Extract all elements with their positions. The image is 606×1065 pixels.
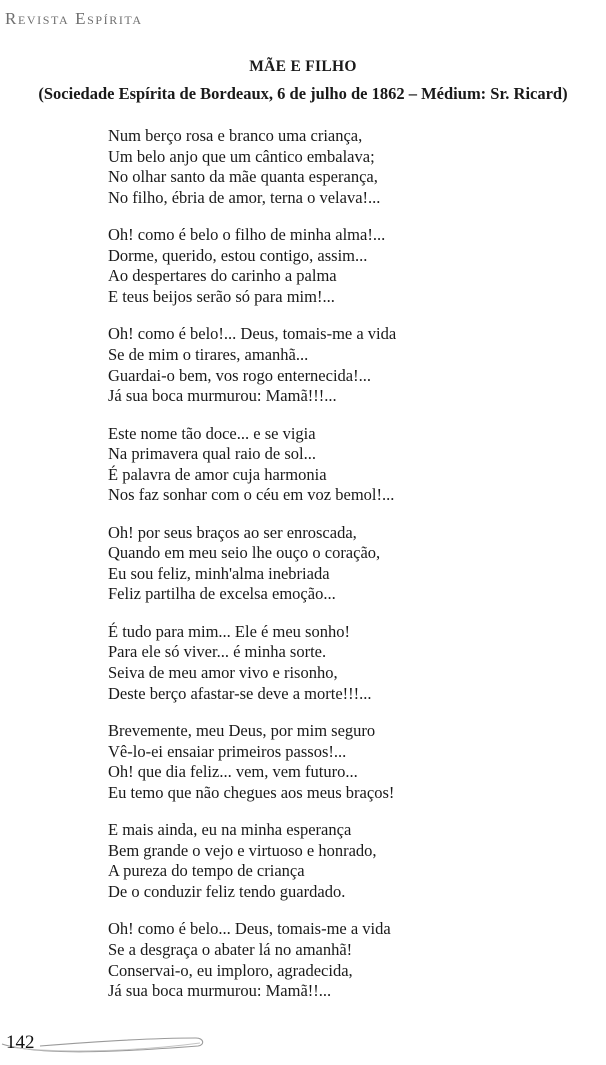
- poem-line: A pureza do tempo de criança: [108, 861, 305, 881]
- poem-line: Oh! por seus braços ao ser enroscada,: [108, 522, 357, 542]
- poem-stanza: [108, 523, 588, 605]
- poem-line: No olhar santo da mãe quanta esperança,: [108, 167, 378, 187]
- poem-line: Ao despertares do carinho a palma: [108, 266, 337, 286]
- poem-line: É palavra de amor cuja harmonia: [108, 464, 327, 484]
- poem-subtitle: (Sociedade Espírita de Bordeaux, 6 de julho de 1862 – Médium: Sr. Ricard): [38, 84, 568, 103]
- poem-line: Feliz partilha de excelsa emoção...: [108, 584, 336, 604]
- poem-line: E teus beijos serão só para mim!...: [108, 286, 335, 306]
- page-number: 142: [6, 1032, 35, 1053]
- poem-line: Eu sou feliz, minh'alma inebriada: [108, 563, 330, 583]
- poem-line: Para ele só viver... é minha sorte.: [108, 642, 327, 662]
- poem-line: Oh! como é belo... Deus, tomais-me a vida: [108, 919, 391, 939]
- poem-line: Vê-lo-ei ensaiar primeiros passos!...: [108, 741, 347, 761]
- poem-line: Seiva de meu amor vivo e risonho,: [108, 663, 338, 683]
- poem-line: Um belo anjo que um cântico embalava;: [108, 146, 375, 166]
- running-head: Revista Espírita: [5, 9, 143, 28]
- poem-line: Brevemente, meu Deus, por mim seguro: [108, 721, 376, 741]
- poem-stanza: [108, 919, 588, 1001]
- poem-line: Já sua boca murmurou: Mamã!!...: [108, 981, 332, 1001]
- poem-line: Quando em meu seio lhe ouço o coração,: [108, 543, 381, 563]
- poem-stanza: [108, 424, 588, 506]
- poem-line: Conservai-o, eu imploro, agradecida,: [108, 960, 353, 980]
- poem-stanza: [108, 820, 588, 902]
- poem-stanza: [108, 622, 588, 704]
- poem-line: Oh! como é belo!... Deus, tomais-me a vida: [108, 324, 397, 344]
- poem-line: Eu temo que não chegues aos meus braços!: [108, 782, 395, 802]
- poem-line: Nos faz sonhar com o céu em voz bemol!...: [108, 485, 395, 505]
- poem-line: Guardai-o bem, vos rogo enternecida!...: [108, 365, 371, 385]
- poem-line: Se a desgraça o abater lá no amanhã!: [108, 939, 353, 959]
- poem-line: Na primavera qual raio de sol...: [108, 444, 317, 464]
- poem-line: Num berço rosa e branco uma criança,: [108, 126, 363, 145]
- poem-line: Dorme, querido, estou contigo, assim...: [108, 245, 368, 265]
- poem-line: Deste berço afastar-se deve a morte!!!...: [108, 683, 372, 703]
- poem-stanza: [108, 721, 588, 803]
- poem-line: Já sua boca murmurou: Mamã!!!...: [108, 386, 337, 406]
- poem-line: Este nome tão doce... e se vigia: [108, 423, 316, 443]
- poem-line: De o conduzir feliz tendo guardado.: [108, 881, 346, 901]
- poem-title: MÃE E FILHO: [249, 58, 357, 75]
- poem-stanza: [108, 324, 588, 406]
- poem-stanza: [108, 126, 588, 208]
- poem-line: E mais ainda, eu na minha esperança: [108, 820, 352, 840]
- poem-line: É tudo para mim... Ele é meu sonho!: [108, 621, 350, 641]
- poem-line: Se de mim o tirares, amanhã...: [108, 344, 309, 364]
- poem-line: No filho, ébria de amor, terna o velava!...: [108, 187, 381, 207]
- poem-line: Oh! que dia feliz... vem, vem futuro...: [108, 762, 358, 782]
- poem-stanza: [108, 225, 588, 307]
- poem-body: [108, 126, 588, 1019]
- poem-line: Bem grande o vejo e virtuoso e honrado,: [108, 840, 377, 860]
- poem-line: Oh! como é belo o filho de minha alma!...: [108, 225, 386, 245]
